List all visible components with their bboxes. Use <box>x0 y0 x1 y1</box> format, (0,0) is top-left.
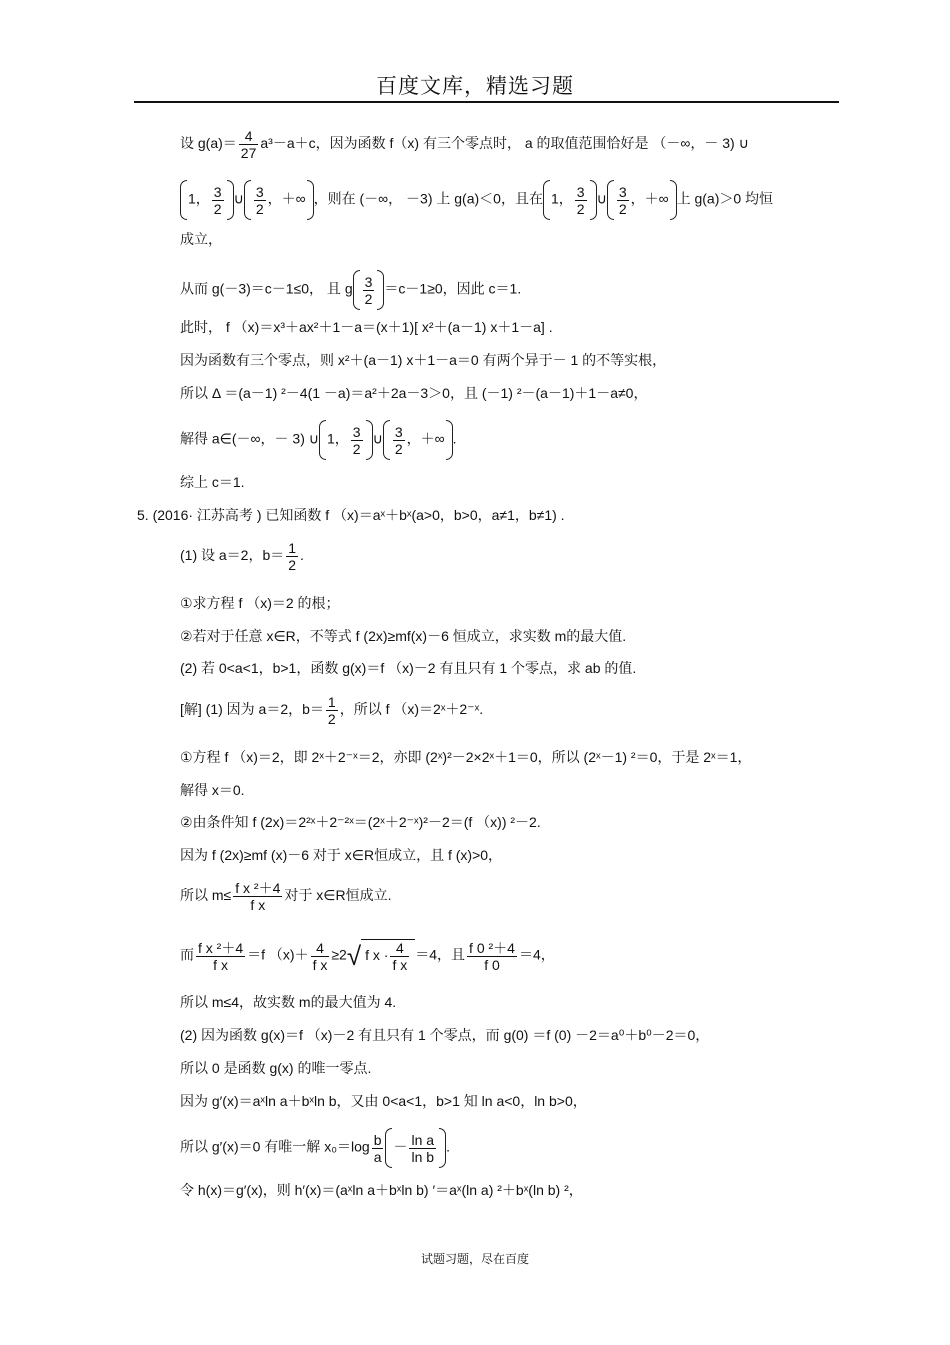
solution-line: ②由条件知 f (2x)＝2²ˣ＋2⁻²ˣ＝(2ˣ＋2⁻ˣ)²－2＝(f （x)) ²－2. <box>180 814 541 830</box>
text-line: 从而 g(－3)＝c－1≤0， 且 g $\frac{3}{2}$ ＝c－1≥0，因此 c＝1. <box>180 270 521 310</box>
text-line: (2) 若 0<a<1，b>1，函数 g(x)＝f （x)－2 有且只有 1 个零点，求 ab 的值. <box>180 660 637 676</box>
solution-line: 令 h(x)＝g′(x)，则 h′(x)＝(aˣln a＋bˣln b) ′＝aˣ(ln a) ²＋bˣ(ln b) ²， <box>180 1182 583 1198</box>
text-line: 设 g(a)＝ $\frac{4}{27}$ a³－a＋c，因为函数 f（x) 有三个零点时， a 的取值范围恰好是 （－∞，－ 3) ∪ <box>180 128 749 161</box>
header-divider <box>134 101 839 103</box>
solution-line: 所以 m≤4，故实数 m的最大值为 4. <box>180 994 397 1010</box>
text-line: ①求方程 f （x)＝2 的根； <box>180 595 340 611</box>
text-line: ②若对于任意 x∈R，不等式 f (2x)≥mf(x)－6 恒成立，求实数 m的最大值. <box>180 628 627 644</box>
solution-line: 所以 0 是函数 g(x) 的唯一零点. <box>180 1060 372 1076</box>
solution-line: 因为 g′(x)＝aˣln a＋bˣln b，又由 0<a<1，b>1 知 ln a<0，ln b>0， <box>180 1093 587 1109</box>
text-line: 成立， <box>180 231 222 247</box>
text-line: 此时， f （x)＝x³＋ax²＋1－a＝(x＋1)[ x²＋(a－1) x＋1－a] . <box>180 319 553 335</box>
solution-line: (2) 因为函数 g(x)＝f （x)－2 有且只有 1 个零点，而 g(0) ＝f (0) －2＝a⁰＋b⁰－2＝0， <box>180 1027 710 1043</box>
solution-line: 所以 g′(x)＝0 有唯一解 x₀＝log $\frac{b}{a}$ － $\frac{\text{ln a}}{\text{ln b}}$ . <box>180 1128 450 1168</box>
solution-line: 所以 m≤ $\frac{\text{f x ²＋4}}{\text{f x}}$ 对于 x∈R恒成立. <box>180 880 392 913</box>
text-line: 综上 c＝1. <box>180 474 245 490</box>
sqrt-icon: √ <box>346 941 362 971</box>
text-line: 1， $\frac{3}{2}$ ∪ $\frac{3}{2}$ ，＋∞ ，则在 (－∞， －3) 上 g(a)＜0，且在 1， $\frac{3}{2}$ ∪ $\frac{3}{2}$ ，＋∞ 上 g(a)＞0 均恒 <box>180 180 773 220</box>
text-line: 解得 a∈(－∞，－ 3) ∪ 1， $\frac{3}{2}$ ∪ $\frac{3}{2}$ ，＋∞ . <box>180 420 457 460</box>
solution-line: ①方程 f （x)＝2，即 2ˣ＋2⁻ˣ＝2，亦即 (2ˣ)²－2×2ˣ＋1＝0，所以 (2ˣ－1) ²＝0，于是 2ˣ＝1， <box>180 749 752 765</box>
solution-line: 因为 f (2x)≥mf (x)－6 对于 x∈R恒成立，且 f (x)>0， <box>180 847 503 863</box>
solution-line: 解得 x＝0. <box>180 782 245 798</box>
solution-line: [解] (1) 因为 a＝2，b＝ $\frac{1}{2}$ ，所以 f （x)＝2ˣ＋2⁻ˣ. <box>180 694 484 727</box>
page-footer: 试题习题，尽在百度 <box>420 1252 529 1266</box>
solution-line: 而 $\frac{\text{f x ²＋4}}{\text{f x}}$ ＝f （x)＋ $\frac{4}{\text{f x}}$ ≥2√ f x · $\frac{4}{\text{f x}}$ ＝4，且 $\frac{\text{f 0 ²＋4}}{f 0}$ ＝4， <box>180 939 555 973</box>
text-line: 所以 Δ ＝(a－1) ²－4(1 －a)＝a²＋2a－3＞0，且 (－1) ²－(a－1)＋1－a≠0， <box>180 385 648 401</box>
text-line: 因为函数有三个零点，则 x²＋(a－1) x＋1－a＝0 有两个异于－ 1 的不等实根， <box>180 352 667 368</box>
question-5: 5. (2016· 江苏高考 ) 已知函数 f （x)＝aˣ＋bˣ(a>0，b>0，a≠1，b≠1) . <box>137 507 565 523</box>
fraction: $\frac{4}{27}$ <box>240 128 257 161</box>
page-title: 百度文库，精选习题 <box>376 74 574 98</box>
text-line: (1) 设 a＝2，b＝ $\frac{1}{2}$ . <box>180 540 304 573</box>
